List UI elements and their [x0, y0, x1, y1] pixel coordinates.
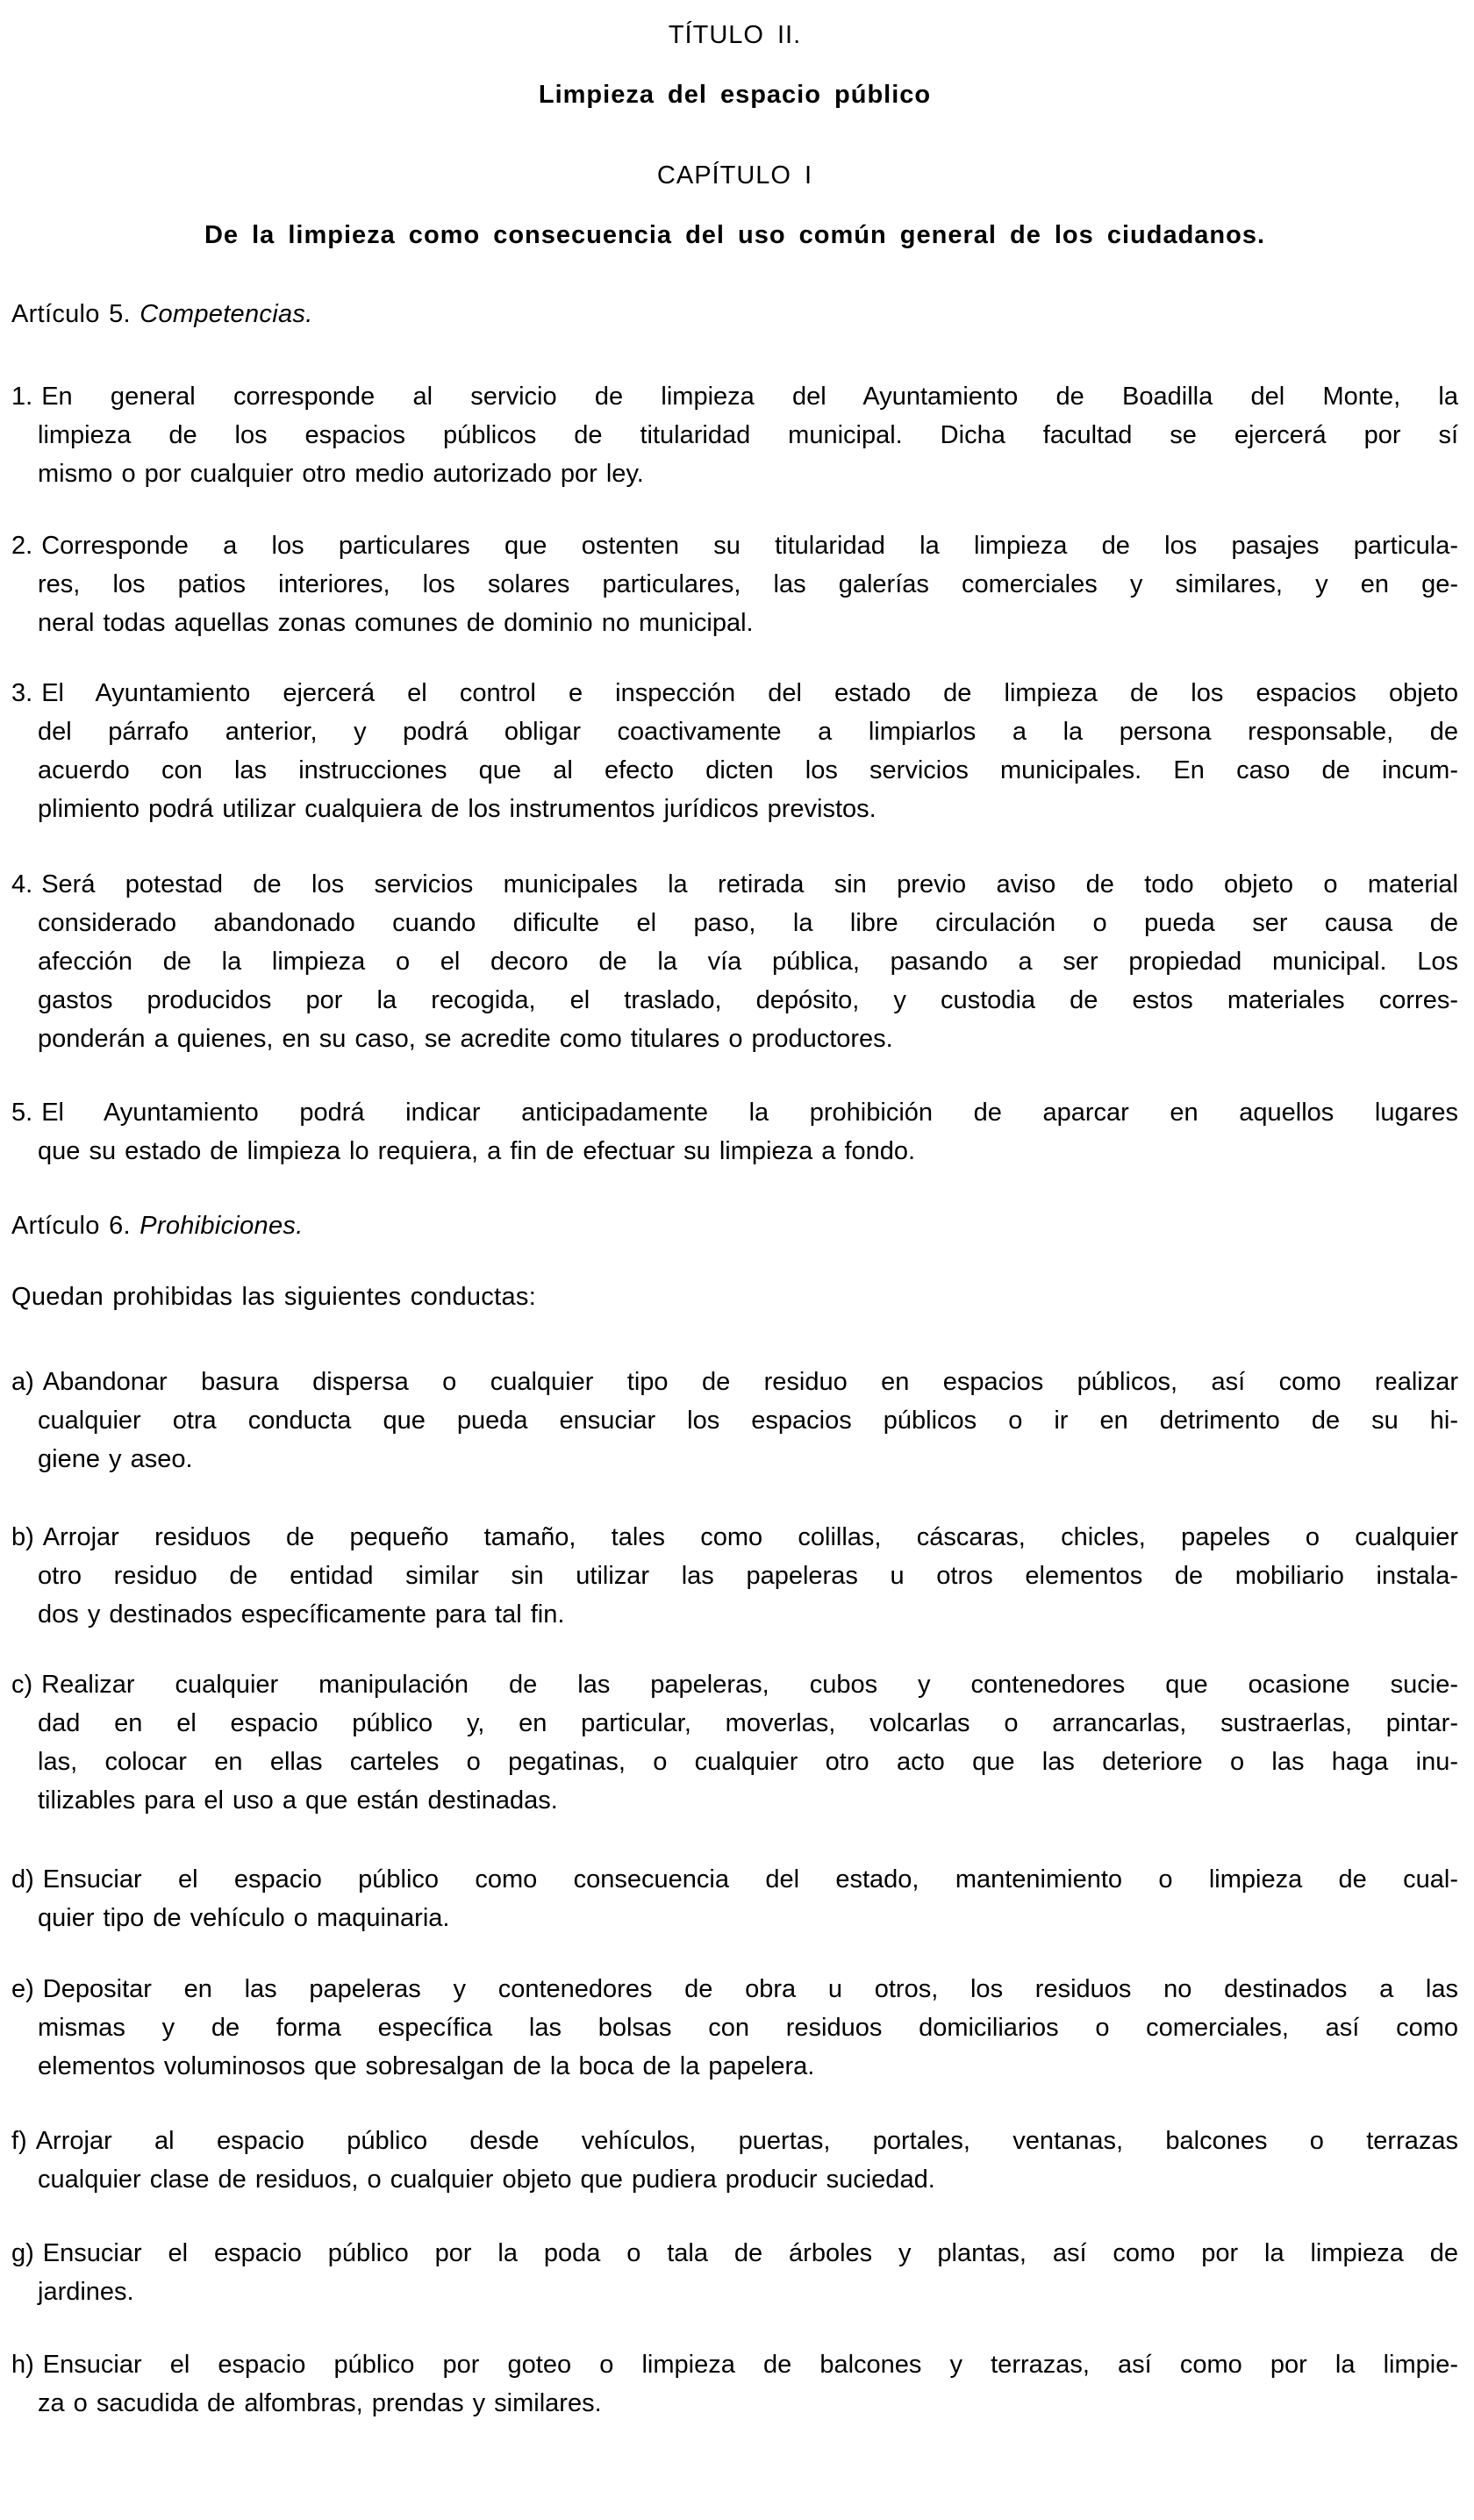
text-line: cualquier clase de residuos, o cualquier objeto que pudiera producir suciedad. [38, 2166, 935, 2194]
articulo-6-label: Artículo 6. [11, 1212, 131, 1240]
articulo-5-item-5 [11, 1093, 1458, 1171]
text-line: giene y aseo. [38, 1445, 193, 1473]
list-marker: a) [11, 1368, 34, 1396]
list-marker: g) [11, 2239, 34, 2267]
text-line: f) Arrojar al espacio público desde vehículos, puertas, portales, ventanas, balcones o terrazas [11, 2127, 1458, 2155]
articulo-6-heading [11, 1206, 1458, 1245]
text-line: g) Ensuciar el espacio público por la poda o tala de árboles y plantas, así como por la limpieza de [11, 2239, 1458, 2267]
list-marker: 5. [11, 1099, 33, 1127]
list-marker: 2. [11, 532, 33, 560]
text-line: dad en el espacio público y, en particular, moverlas, volcarlas o arrancarlas, sustraerlas, pintar- [38, 1709, 1458, 1737]
text-line: gastos producidos por la recogida, el traslado, depósito, y custodia de estos materiales corres- [38, 986, 1458, 1014]
articulo-5-item-3 [11, 674, 1458, 828]
titulo-subheading: Limpieza del espacio público [538, 81, 932, 109]
list-marker: f) [11, 2127, 27, 2155]
text-line: jardines. [38, 2278, 134, 2306]
text-line: d) Ensuciar el espacio público como consecuencia del estado, mantenimiento o limpieza de cual- [11, 1865, 1458, 1894]
capitulo-heading: CAPÍTULO I [656, 161, 813, 190]
text-line: a) Abandonar basura dispersa o cualquier tipo de residuo en espacios públicos, así como realizar [11, 1368, 1458, 1396]
text-line: 5. El Ayuntamiento podrá indicar anticipadamente la prohibición de aparcar en aquellos lugares [11, 1099, 1458, 1127]
articulo-6-item-b [11, 1518, 1458, 1634]
articulo-5-title: Competencias. [140, 300, 313, 328]
text-line: 2. Corresponde a los particulares que ostenten su titularidad la limpieza de los pasajes particula- [11, 532, 1458, 560]
text-line: mismas y de forma específica las bolsas con residuos domiciliarios o comerciales, así como [38, 2014, 1458, 2042]
list-marker: c) [11, 1671, 33, 1699]
articulo-5-item-1 [11, 377, 1458, 493]
text-line: za o sacudida de alfombras, prendas y similares. [38, 2389, 602, 2417]
text-line: neral todas aquellas zonas comunes de dominio no municipal. [38, 609, 754, 637]
list-marker: b) [11, 1523, 34, 1551]
text-line: que su estado de limpieza lo requiera, a fin de efectuar su limpieza a fondo. [38, 1137, 916, 1165]
text-line: mismo o por cualquier otro medio autorizado por ley. [38, 460, 644, 488]
articulo-6-item-c [11, 1665, 1458, 1820]
text-line: elementos voluminosos que sobresalgan de la boca de la papelera. [38, 2052, 815, 2080]
list-marker: d) [11, 1865, 34, 1894]
articulo-5-item-2 [11, 526, 1458, 642]
articulo-6-item-h [11, 2345, 1458, 2423]
text-line: afección de la limpieza o el decoro de la vía pública, pasando a ser propiedad municipal. Los [38, 948, 1458, 976]
text-line: cualquier otra conducta que pueda ensuciar los espacios públicos o ir en detrimento de su hi- [38, 1407, 1458, 1435]
text-line: 1. En general corresponde al servicio de limpieza del Ayuntamiento de Boadilla del Monte, la [11, 383, 1458, 411]
articulo-5-label: Artículo 5. [11, 300, 131, 328]
text-line: limpieza de los espacios públicos de titularidad municipal. Dicha facultad se ejercerá por sí [38, 421, 1458, 449]
articulo-5-heading [11, 295, 1458, 333]
text-line: res, los patios interiores, los solares particulares, las galerías comerciales y similares, y en ge- [38, 570, 1458, 598]
text-line: plimiento podrá utilizar cualquiera de los instrumentos jurídicos previstos. [38, 795, 877, 823]
articulo-6-item-d [11, 1860, 1458, 1937]
list-marker: h) [11, 2351, 34, 2379]
text-line: quier tipo de vehículo o maquinaria. [38, 1904, 450, 1932]
articulo-6-title: Prohibiciones. [140, 1212, 304, 1240]
text-line: las, colocar en ellas carteles o pegatinas, o cualquier otro acto que las deteriore o las haga inu- [38, 1748, 1458, 1776]
text-line: tilizables para el uso a que están destinadas. [38, 1786, 558, 1815]
text-line: b) Arrojar residuos de pequeño tamaño, tales como colillas, cáscaras, chicles, papeles o cualquier [11, 1523, 1458, 1551]
articulo-6-item-e [11, 1970, 1458, 2086]
text-line: del párrafo anterior, y podrá obligar coactivamente a limpiarlos a la persona responsable, de [38, 718, 1458, 746]
text-line: acuerdo con las instrucciones que al efecto dicten los servicios municipales. En caso de incum- [38, 756, 1458, 784]
text-line: dos y destinados específicamente para tal fin. [38, 1600, 565, 1629]
list-marker: 3. [11, 679, 33, 707]
text-line: h) Ensuciar el espacio público por goteo o limpieza de balcones y terrazas, así como por la limpie- [11, 2351, 1458, 2379]
articulo-6-item-g [11, 2234, 1458, 2311]
text-line: ponderán a quienes, en su caso, se acredite como titulares o productores. [38, 1025, 893, 1053]
list-marker: e) [11, 1975, 34, 2003]
text-line: 3. El Ayuntamiento ejercerá el control e inspección del estado de limpieza de los espacios objeto [11, 679, 1458, 707]
list-marker: 1. [11, 383, 33, 411]
list-marker: 4. [11, 870, 33, 898]
articulo-6-item-f [11, 2122, 1458, 2199]
prohibitions-intro: Quedan prohibidas las siguientes conductas: [11, 1283, 537, 1311]
text-line: otro residuo de entidad similar sin utilizar las papeleras u otros elementos de mobiliario instala- [38, 1562, 1458, 1590]
articulo-6-item-a [11, 1363, 1458, 1478]
articulo-5-item-4 [11, 865, 1458, 1058]
text-line: considerado abandonado cuando dificulte el paso, la libre circulación o pueda ser causa de [38, 909, 1458, 937]
text-line: e) Depositar en las papeleras y contenedores de obra u otros, los residuos no destinados a las [11, 1975, 1458, 2003]
capitulo-subheading: De la limpieza como consecuencia del uso común general de los ciudadanos. [204, 221, 1266, 249]
text-line: c) Realizar cualquier manipulación de las papeleras, cubos y contenedores que ocasione sucie- [11, 1671, 1458, 1699]
titulo-heading: TÍTULO II. [668, 21, 802, 49]
text-line: 4. Será potestad de los servicios municipales la retirada sin previo aviso de todo objeto o material [11, 870, 1458, 898]
